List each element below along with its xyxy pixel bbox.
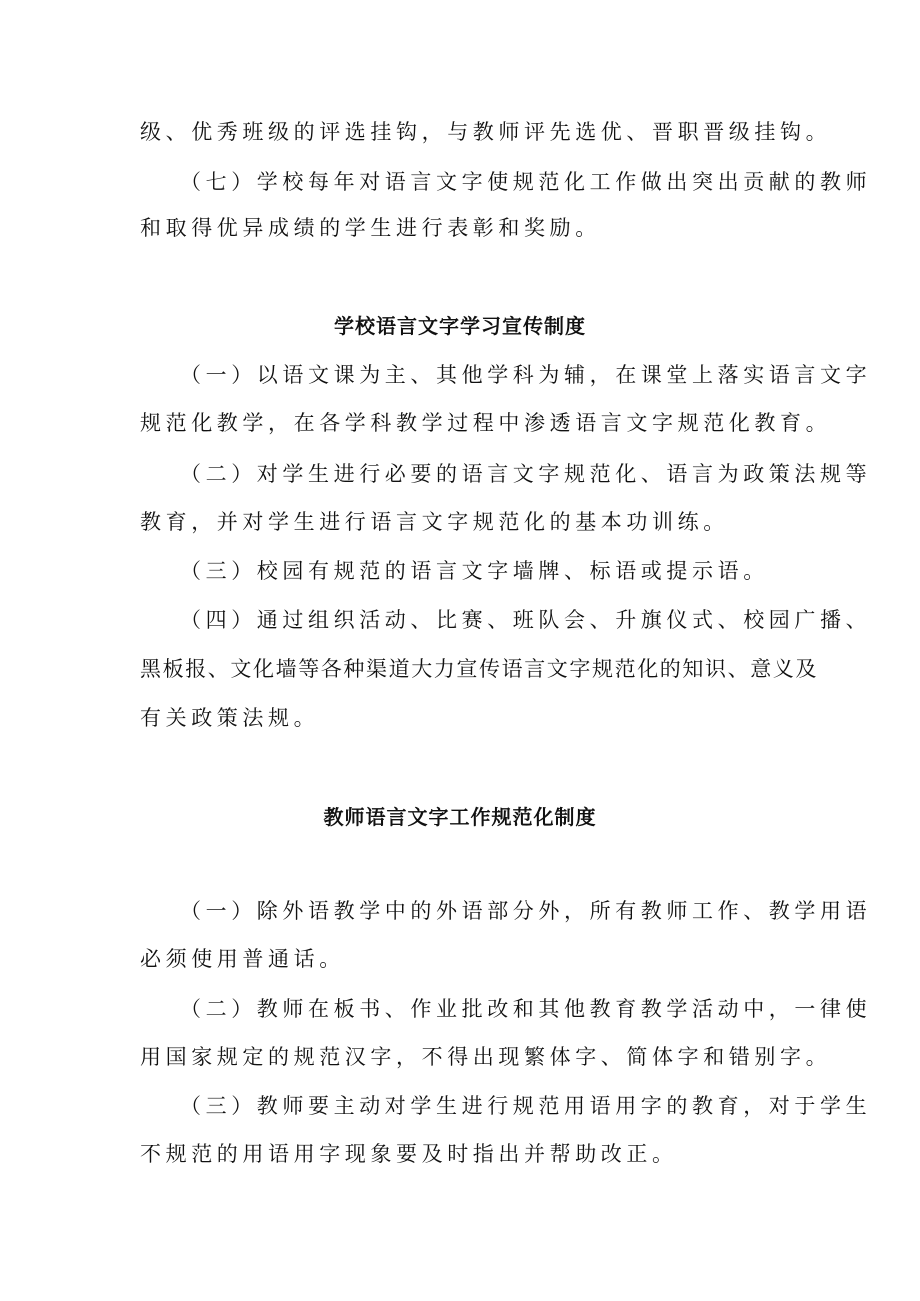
paragraph-line: （三）校园有规范的语言文字墙牌、标语或提示语。 bbox=[180, 559, 769, 583]
paragraph-line: 必须使用普通话。 bbox=[140, 947, 345, 971]
paragraph-line: （一）除外语教学中的外语部分外，所有教师工作、教学用语 bbox=[180, 899, 872, 923]
paragraph-line: （四）通过组织活动、比赛、班队会、升旗仪式、校园广播、 bbox=[180, 608, 872, 632]
section-title: 教师语言文字工作规范化制度 bbox=[323, 805, 597, 829]
paragraph-line: （一）以语文课为主、其他学科为辅，在课堂上落实语言文字 bbox=[180, 363, 872, 387]
paragraph-line: （二）对学生进行必要的语言文字规范化、语言为政策法规等 bbox=[180, 462, 872, 486]
paragraph-line: （三）教师要主动对学生进行规范用语用字的教育，对于学生 bbox=[180, 1094, 872, 1118]
paragraph-line: 教育，并对学生进行语言文字规范化的基本功训练。 bbox=[140, 510, 729, 534]
paragraph-line: （二）教师在板书、作业批改和其他教育教学活动中，一律使 bbox=[180, 997, 872, 1021]
paragraph-line: 用国家规定的规范汉字，不得出现繁体字、简体字和错别字。 bbox=[140, 1045, 832, 1069]
paragraph-line: 黑板报、文化墙等各种渠道大力宣传语言文字规范化的知识、意义及 bbox=[140, 657, 818, 681]
paragraph-line: 有关政策法规。 bbox=[140, 706, 320, 730]
paragraph-line: 规范化教学，在各学科教学过程中渗透语言文字规范化教育。 bbox=[140, 411, 832, 435]
paragraph-line: 不规范的用语用字现象要及时指出并帮助改正。 bbox=[140, 1142, 678, 1166]
paragraph-line: （七）学校每年对语言文字使规范化工作做出突出贡献的教师 bbox=[180, 170, 872, 194]
paragraph-line: 和取得优异成绩的学生进行表彰和奖励。 bbox=[140, 216, 601, 240]
section-title: 学校语言文字学习宣传制度 bbox=[334, 314, 586, 338]
paragraph-line: 级、优秀班级的评选挂钩，与教师评先选优、晋职晋级挂钩。 bbox=[140, 120, 832, 144]
